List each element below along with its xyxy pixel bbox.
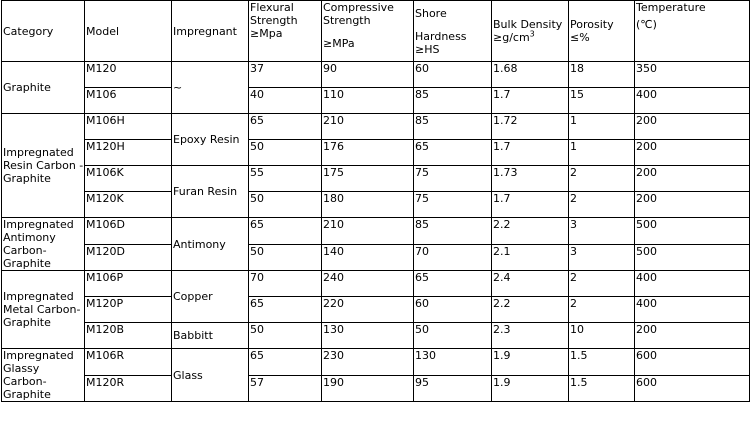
category-cell: Impregnated Metal Carbon-Graphite — [2, 271, 85, 349]
temperature-cell: 200 — [635, 114, 750, 140]
shore-cell: 95 — [414, 375, 492, 402]
flexural-cell: 50 — [249, 192, 322, 218]
porosity-cell: 15 — [569, 88, 635, 114]
model-cell: M120K — [85, 192, 172, 218]
category-cell: Impregnated Antimony Carbon-Graphite — [2, 218, 85, 271]
density-cell: 2.3 — [492, 323, 569, 349]
header-flexural-strength: Flexural Strength ≥Mpa — [249, 1, 322, 62]
temperature-cell: 200 — [635, 323, 750, 349]
flexural-cell: 70 — [249, 271, 322, 297]
compressive-cell: 90 — [322, 62, 414, 88]
header-category: Category — [2, 1, 85, 62]
flexural-cell: 40 — [249, 88, 322, 114]
compressive-cell: 210 — [322, 114, 414, 140]
impregnant-cell: Glass — [172, 349, 249, 402]
porosity-cell: 1.5 — [569, 375, 635, 402]
category-cell: Impregnated Glassy Carbon-Graphite — [2, 349, 85, 402]
porosity-cell: 2 — [569, 192, 635, 218]
impregnant-cell: Epoxy Resin — [172, 114, 249, 166]
shore-cell: 65 — [414, 271, 492, 297]
header-bulk-density-superscript: 3 — [529, 29, 535, 39]
temperature-cell: 200 — [635, 140, 750, 166]
compressive-cell: 140 — [322, 244, 414, 271]
porosity-cell: 10 — [569, 323, 635, 349]
shore-cell: 60 — [414, 62, 492, 88]
porosity-cell: 2 — [569, 297, 635, 323]
header-temperature-line2: (℃) — [636, 18, 657, 31]
density-cell: 1.68 — [492, 62, 569, 88]
flexural-cell: 65 — [249, 114, 322, 140]
model-cell: M120H — [85, 140, 172, 166]
flexural-cell: 50 — [249, 140, 322, 166]
impregnant-cell: Copper — [172, 271, 249, 323]
header-temperature-line1: Temperature — [636, 1, 706, 14]
shore-cell: 75 — [414, 192, 492, 218]
density-cell: 1.73 — [492, 166, 569, 192]
porosity-cell: 1.5 — [569, 349, 635, 376]
model-cell: M106D — [85, 218, 172, 245]
header-shore-line1: Shore — [415, 6, 447, 20]
temperature-cell: 600 — [635, 375, 750, 402]
header-shore-line2: Hardness ≥HS — [415, 29, 467, 56]
header-model: Model — [85, 1, 172, 62]
table-row — [2, 88, 750, 114]
compressive-cell: 210 — [322, 218, 414, 245]
header-bulk-density-text: Bulk Density ≥g/cm — [493, 18, 563, 44]
flexural-cell: 65 — [249, 218, 322, 245]
compressive-cell: 110 — [322, 88, 414, 114]
compressive-cell: 220 — [322, 297, 414, 323]
shore-cell: 85 — [414, 218, 492, 245]
temperature-cell: 600 — [635, 349, 750, 376]
table-row — [2, 192, 750, 218]
flexural-cell: 37 — [249, 62, 322, 88]
table-row — [2, 114, 750, 140]
compressive-cell: 175 — [322, 166, 414, 192]
density-cell: 2.4 — [492, 271, 569, 297]
header-compressive-line2: ≥MPa — [323, 37, 355, 50]
porosity-cell: 18 — [569, 62, 635, 88]
table-row — [2, 297, 750, 323]
compressive-cell: 176 — [322, 140, 414, 166]
impregnant-cell: Babbitt — [172, 323, 249, 349]
header-compressive-line1: Compressive Strength — [323, 1, 394, 27]
porosity-cell: 3 — [569, 218, 635, 245]
flexural-cell: 65 — [249, 297, 322, 323]
density-cell: 1.7 — [492, 140, 569, 166]
table-body — [2, 62, 750, 402]
header-shore-hardness — [414, 1, 492, 62]
category-cell: Impregnated Resin Carbon - Graphite — [2, 114, 85, 218]
temperature-cell: 400 — [635, 88, 750, 114]
temperature-cell: 200 — [635, 192, 750, 218]
temperature-cell: 350 — [635, 62, 750, 88]
temperature-cell: 500 — [635, 244, 750, 271]
flexural-cell: 50 — [249, 323, 322, 349]
table-row — [2, 271, 750, 297]
compressive-cell: 130 — [322, 323, 414, 349]
category-cell: Graphite — [2, 62, 85, 114]
table-row — [2, 62, 750, 88]
model-cell: M106 — [85, 88, 172, 114]
model-cell: M120B — [85, 323, 172, 349]
flexural-cell: 57 — [249, 375, 322, 402]
table-row — [2, 166, 750, 192]
model-cell: M106P — [85, 271, 172, 297]
temperature-cell: 500 — [635, 218, 750, 245]
temperature-cell: 200 — [635, 166, 750, 192]
flexural-cell: 50 — [249, 244, 322, 271]
compressive-cell: 230 — [322, 349, 414, 376]
impregnant-cell: ~ — [172, 62, 249, 114]
flexural-cell: 55 — [249, 166, 322, 192]
density-cell: 1.7 — [492, 192, 569, 218]
porosity-cell: 1 — [569, 140, 635, 166]
porosity-cell: 2 — [569, 166, 635, 192]
material-properties-table — [1, 0, 750, 402]
table-row — [2, 218, 750, 245]
table-row — [2, 244, 750, 271]
temperature-cell: 400 — [635, 271, 750, 297]
model-cell: M120D — [85, 244, 172, 271]
header-impregnant: Impregnant — [172, 1, 249, 62]
density-cell: 2.2 — [492, 297, 569, 323]
impregnant-cell: Furan Resin — [172, 166, 249, 218]
header-porosity: Porosity ≤% — [569, 1, 635, 62]
shore-cell: 85 — [414, 114, 492, 140]
density-cell: 2.2 — [492, 218, 569, 245]
table-row — [2, 140, 750, 166]
table-row — [2, 375, 750, 402]
compressive-cell: 180 — [322, 192, 414, 218]
density-cell: 1.9 — [492, 375, 569, 402]
header-temperature — [635, 1, 750, 62]
shore-cell: 85 — [414, 88, 492, 114]
model-cell: M120 — [85, 62, 172, 88]
compressive-cell: 240 — [322, 271, 414, 297]
density-cell: 2.1 — [492, 244, 569, 271]
model-cell: M120R — [85, 375, 172, 402]
table-row — [2, 323, 750, 349]
header-compressive-strength — [322, 1, 414, 62]
compressive-cell: 190 — [322, 375, 414, 402]
porosity-cell: 3 — [569, 244, 635, 271]
table-row — [2, 349, 750, 376]
impregnant-cell: Antimony — [172, 218, 249, 271]
density-cell: 1.72 — [492, 114, 569, 140]
density-cell: 1.7 — [492, 88, 569, 114]
porosity-cell: 2 — [569, 271, 635, 297]
flexural-cell: 65 — [249, 349, 322, 376]
model-cell: M106K — [85, 166, 172, 192]
header-bulk-density — [492, 1, 569, 62]
model-cell: M120P — [85, 297, 172, 323]
porosity-cell: 1 — [569, 114, 635, 140]
temperature-cell: 400 — [635, 297, 750, 323]
shore-cell: 60 — [414, 297, 492, 323]
shore-cell: 50 — [414, 323, 492, 349]
model-cell: M106R — [85, 349, 172, 376]
shore-cell: 65 — [414, 140, 492, 166]
shore-cell: 70 — [414, 244, 492, 271]
shore-cell: 130 — [414, 349, 492, 376]
shore-cell: 75 — [414, 166, 492, 192]
model-cell: M106H — [85, 114, 172, 140]
density-cell: 1.9 — [492, 349, 569, 376]
header-row — [2, 1, 750, 62]
